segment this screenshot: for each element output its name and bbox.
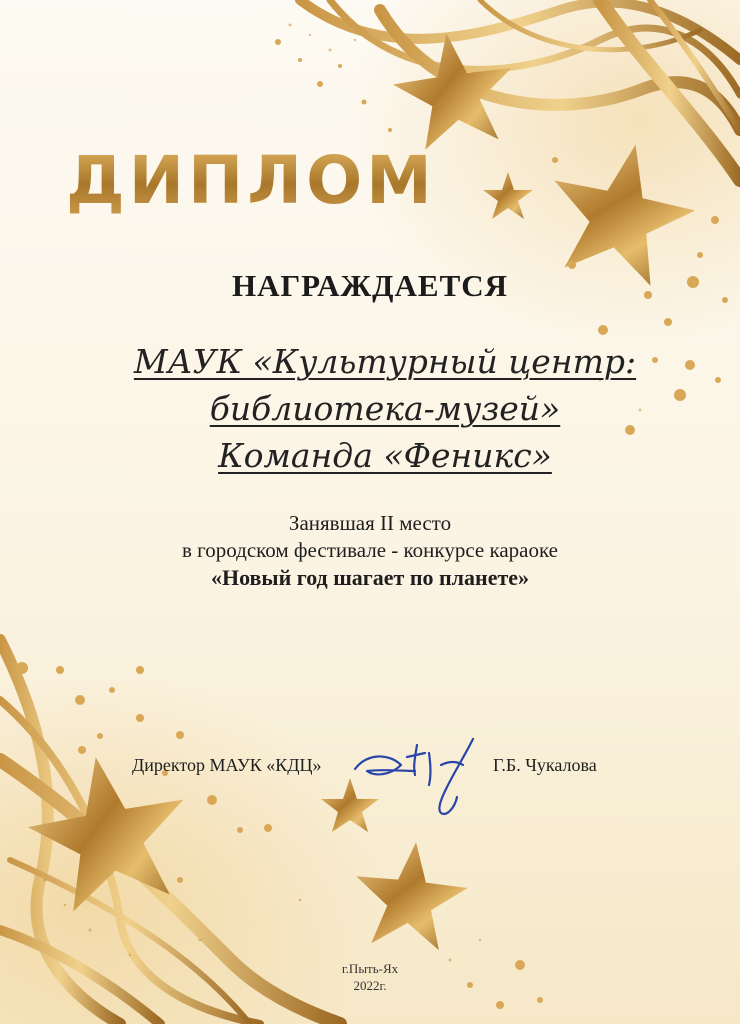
star-icon [349, 836, 471, 952]
signature-row [0, 755, 740, 825]
achievement-place: Занявшая II место [288, 511, 452, 535]
footer-year: 2022г. [353, 978, 387, 993]
signature-scribble [345, 731, 505, 821]
diploma-title: ДИПЛОМ [66, 142, 436, 219]
footer-city: г.Пыть-Ях [341, 961, 399, 976]
recipient-line: библиотека-музей» [209, 389, 561, 428]
recipient-line: Команда «Феникс» [218, 436, 552, 475]
achievement-text [0, 510, 740, 591]
awarded-heading: НАГРАЖДАЕТСЯ [231, 268, 509, 303]
director-name: Г.Б. Чукалова [493, 755, 597, 775]
recipient-line: МАУК «Культурный центр: [133, 342, 637, 381]
footer [0, 960, 740, 994]
star-icon [483, 172, 533, 219]
director-title: Директор МАУК «КДЦ» [132, 755, 322, 775]
festival-name: «Новый год шагает по планете» [210, 565, 530, 590]
recipient-name [60, 338, 710, 479]
achievement-contest: в городском фестивале - конкурсе караоке [181, 538, 558, 562]
